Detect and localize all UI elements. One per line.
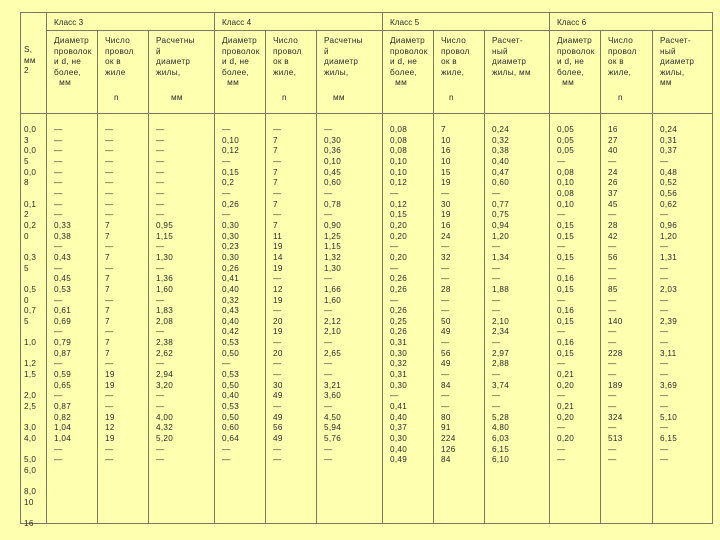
table-frame: [20, 12, 713, 529]
c4-diameter-column: — 0,10 0,12 — 0,15 0,2 — 0,26 — 0,30 0,30 0,23 0,30 0,26 0,41 0,40 0,32 0,43 0,40 0,42 0,53 0,50 — 0,53 0,50 0,40 0,53 0,50 0,60 0,64 — —: [222, 125, 240, 465]
c6-count-column: 16 27 40 — 24 26 37 45 — 28 42 — 56 — — 85 — — 140 — — 228 — — 189 — — 324 — 513 — —: [608, 125, 623, 465]
class-4-title: Класс 4: [222, 18, 252, 27]
col-divider: [652, 30, 653, 523]
class-6-title: Класс 6: [557, 18, 587, 27]
s-values-column: 0,0 3 0,0 5 0,0 8 0,1 2 0,2 0 0,3 5 0,5 0 0,7 5 1,0 1,2 1,5 2,0 2,5 3,0 4,0 5,0 6,0 8,0 10 16: [24, 125, 37, 529]
c3-diameter-column: — — — — — — — — — 0,33 0,38 — 0,43 — 0,45 0,53 — 0,61 0,69 — 0,79 0,87 — 0,59 0,65 — 0,87 0,82 1,04 1,04 — —: [54, 125, 72, 465]
c3-count-column: — — — — — — — — — 7 7 — 7 — 7 7 — 7 7 — 7 7 — 19 19 — — 19 12 19 — —: [105, 125, 115, 465]
col-divider: [549, 13, 550, 523]
class-header-divider: [46, 30, 712, 31]
wire-diameter-header: Диаметр проволок и d, не более, мм: [222, 36, 260, 87]
unit-label: мм: [171, 93, 183, 102]
unit-label: n: [114, 93, 119, 102]
wire-diameter-header: Диаметр проволок и d, не более, мм: [557, 36, 595, 87]
wire-count-header: Число провол ок в жиле,: [608, 36, 637, 77]
class-5-title: Класс 5: [390, 18, 420, 27]
c4-count-column: — 7 7 — 7 7 — 7 — 7 11 19 14 19 — 12 19 — 20 19 — 20 — — 30 49 — 49 56 49 — —: [273, 125, 283, 465]
unit-label: n: [282, 93, 287, 102]
c3-calc-column: — — — — — — — — — 0,95 1,15 — 1,30 — 1,36 1,60 — 1,83 2,08 — 2,38 2,62 — 2,94 3,20 — — 4,00 4,32 5,20 — —: [156, 125, 174, 465]
c6-calc-column: 0,24 0,31 0,37 — 0,48 0,52 0,56 0,62 — 0,96 1,20 — 1,31 — — 2,03 — — 2,39 — — 3,11 — — 3,69 — — 5,10 — 6,15 — —: [660, 125, 678, 465]
c5-diameter-column: 0,08 0,08 0,08 0,10 0,10 0,12 — 0,12 0,15 0,20 0,20 — 0,20 — 0,26 0,26 — 0,26 0,25 0,26 0,31 0,30 0,32 0,31 0,30 — 0,41 0,40 0,37 0,30 0,40 0,49: [390, 125, 408, 465]
c5-count-column: 7 10 16 10 15 19 — 30 19 16 24 — 32 — — 28 — — 50 49 — 56 49 — 84 — — 80 91 224 126 84: [441, 125, 456, 465]
unit-label: n: [449, 93, 454, 102]
col-divider: [148, 30, 149, 523]
col-divider: [97, 30, 98, 523]
col-divider: [214, 13, 215, 523]
wire-count-header: Число провол ок в жиле,: [441, 36, 470, 77]
header-body-divider: [21, 113, 712, 114]
calc-diameter-header: Расчетны й диаметр жилы,: [324, 36, 363, 77]
s-column-header: S, мм 2: [24, 45, 36, 75]
col-divider: [46, 13, 47, 523]
wire-count-header: Число провол ок в жиле: [105, 36, 134, 77]
calc-diameter-header: Расчетны й диаметр жилы,: [156, 36, 195, 77]
class-3-title: Класс 3: [54, 18, 84, 27]
calc-diameter-header: Расчет- ный диаметр жилы, мм: [660, 36, 695, 87]
wire-diameter-header: Диаметр проволок и d, не более, мм: [54, 36, 92, 87]
unit-label: n: [618, 93, 623, 102]
col-divider: [316, 30, 317, 523]
wire-count-header: Число провол ок в жиле,: [273, 36, 302, 77]
c4-calc-column: — 0,30 0,36 0,10 0,45 0,60 — 0,78 — 0,90 1,25 1,15 1,32 1,30 — 1,66 1,60 — 2,12 2,10 — 2,65 — — 3,21 3,60 — 4,50 5,94 5,76 — —: [324, 125, 342, 465]
col-divider: [484, 30, 485, 523]
col-divider: [600, 30, 601, 523]
col-divider: [433, 30, 434, 523]
c5-calc-column: 0,24 0,32 0,38 0,40 0,47 0,60 — 0,77 0,75 0,94 1,20 — 1,34 — — 1,88 — — 2,10 2,34 — 2,97 2,88 — 3,74 — — 5,28 4,80 6,03 6,15 6,10: [492, 125, 510, 465]
c6-diameter-column: 0,05 0,05 0,05 — 0,08 0,10 0,08 0,10 — 0,15 0,15 — 0,15 — 0,16 0,15 — 0,16 0,15 — 0,16 0,15 — 0,21 0,20 — 0,21 0,20 — 0,20 — —: [557, 125, 575, 465]
wire-diameter-header: Диаметр проволок и d, не более, мм: [390, 36, 428, 87]
calc-diameter-header: Расчет- ный диаметр жилы, мм: [492, 36, 531, 77]
col-divider: [265, 30, 266, 523]
unit-label: мм: [333, 93, 345, 102]
col-divider: [382, 13, 383, 523]
